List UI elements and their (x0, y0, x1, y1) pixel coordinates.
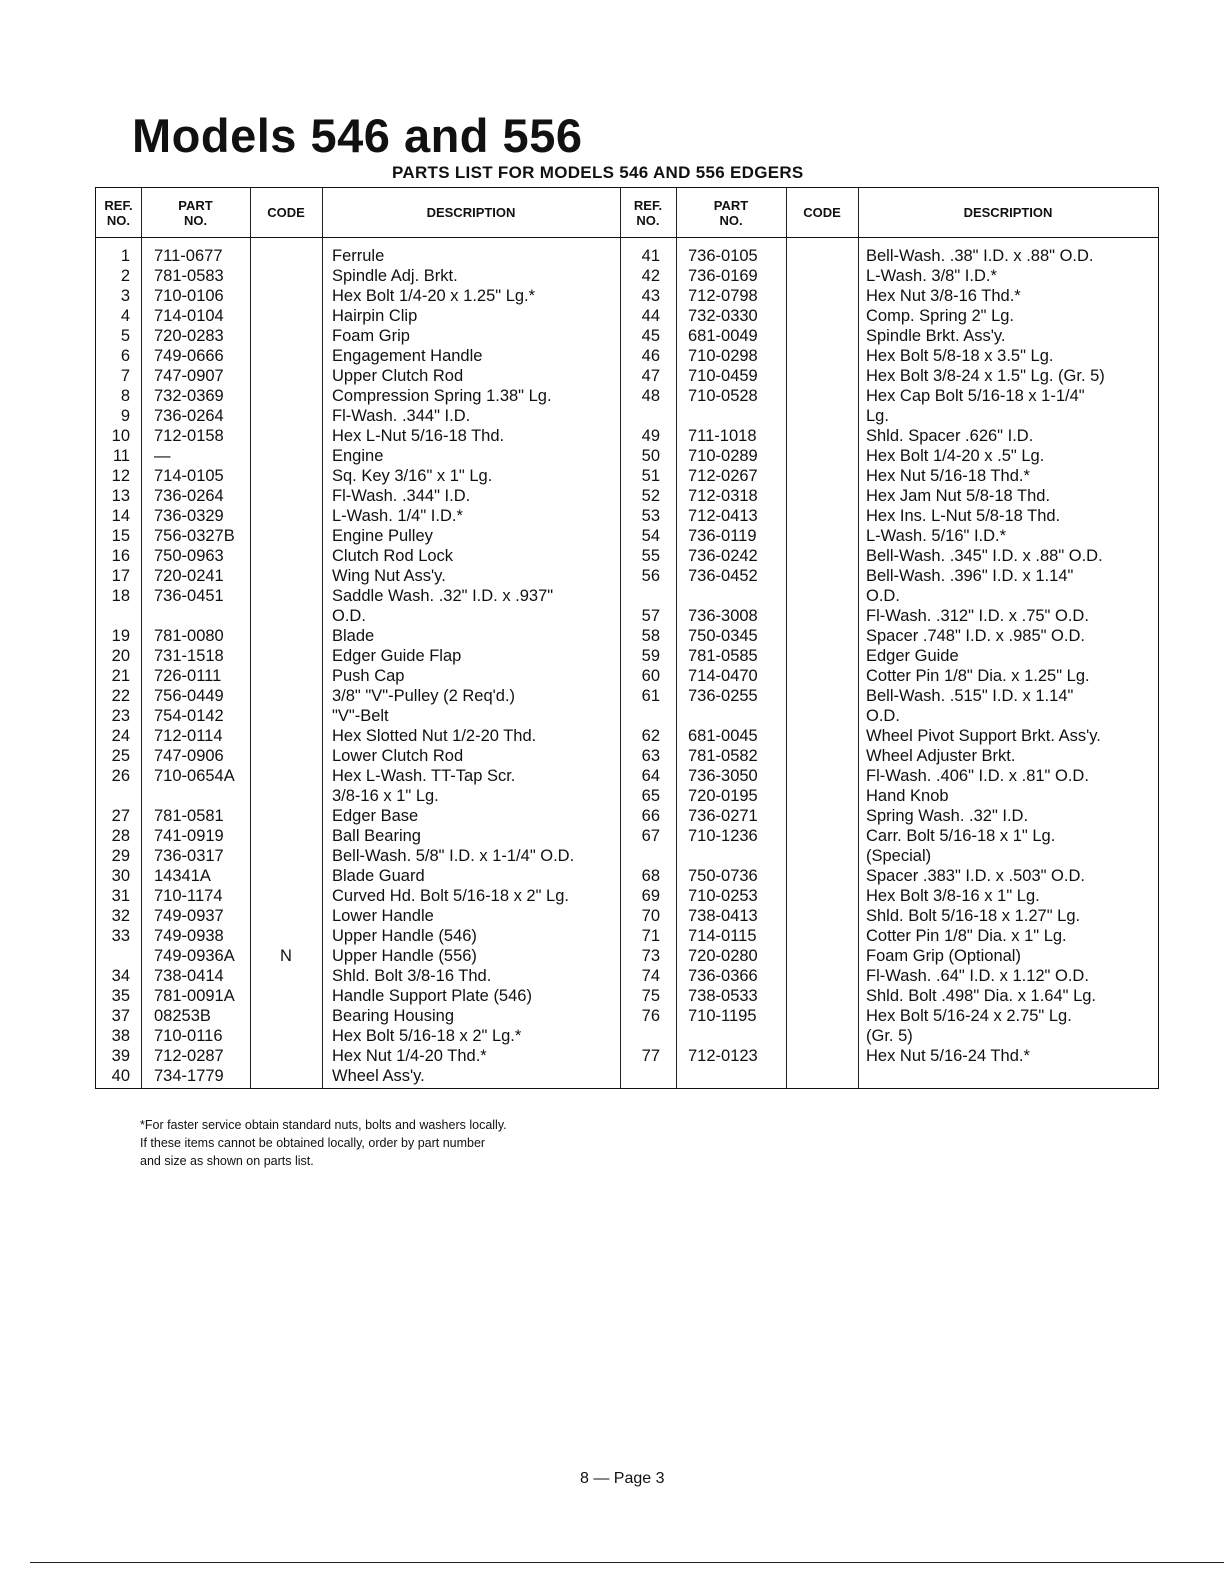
table-row (96, 766, 1158, 786)
cell-part-no: 736-0264 (154, 487, 224, 505)
cell-ref-no: 58 (641, 627, 660, 645)
cell-ref-no: 4 (120, 307, 130, 325)
cell-ref-no: 3 (120, 287, 130, 305)
cell-ref-no: 25 (111, 747, 130, 765)
parts-rows (96, 246, 1158, 1086)
cell-part-no: 736-0317 (154, 847, 224, 865)
cell-part-no: 750-0736 (688, 867, 758, 885)
cell-part-no: 754-0142 (154, 707, 224, 725)
cell-part-no: 736-3050 (688, 767, 758, 785)
cell-description: Fl-Wash. .312" I.D. x .75" O.D. (866, 607, 1089, 625)
header-code-left: CODE (267, 205, 305, 220)
cell-ref-no: 5 (120, 327, 130, 345)
cell-part-no: 720-0195 (688, 787, 758, 805)
cell-ref-no: 35 (111, 987, 130, 1005)
cell-description: O.D. (866, 587, 900, 605)
cell-ref-no: 63 (641, 747, 660, 765)
cell-ref-no: 33 (111, 927, 130, 945)
cell-description: Hex Bolt 1/4-20 x .5" Lg. (866, 447, 1045, 465)
header-description-left: DESCRIPTION (426, 205, 516, 220)
cell-part-no: 781-0080 (154, 627, 224, 645)
cell-description: Cotter Pin 1/8" Dia. x 1" Lg. (866, 927, 1067, 945)
cell-description: Comp. Spring 2" Lg. (866, 307, 1015, 325)
cell-description: Wheel Adjuster Brkt. (866, 747, 1016, 765)
cell-ref-no: 10 (111, 427, 130, 445)
cell-ref-no: 20 (111, 647, 130, 665)
table-row (96, 866, 1158, 886)
table-row (96, 426, 1158, 446)
cell-ref-no: 45 (641, 327, 660, 345)
table-row (96, 406, 1158, 426)
table-row (96, 586, 1158, 606)
table-row (96, 1066, 1158, 1086)
cell-ref-no: 54 (641, 527, 660, 545)
cell-part-no: 710-0528 (688, 387, 758, 405)
cell-part-no: 736-0264 (154, 407, 224, 425)
cell-ref-no: 19 (111, 627, 130, 645)
cell-ref-no: 60 (641, 667, 660, 685)
page-title: Models 546 and 556 (132, 109, 583, 162)
cell-part-no: 712-0287 (154, 1047, 224, 1065)
cell-description: (Gr. 5) (866, 1027, 913, 1045)
cell-ref-no: 71 (641, 927, 660, 945)
cell-description: Engine (332, 447, 384, 465)
cell-description: Blade (332, 627, 375, 645)
cell-part-no: 681-0049 (688, 327, 758, 345)
cell-part-no: 14341A (154, 867, 211, 885)
cell-ref-no: 68 (641, 867, 660, 885)
table-row (96, 486, 1158, 506)
cell-part-no: 749-0938 (154, 927, 224, 945)
cell-part-no: 710-1236 (688, 827, 758, 845)
cell-ref-no: 32 (111, 907, 130, 925)
cell-part-no: 736-0242 (688, 547, 758, 565)
cell-description: Hex Bolt 5/8-18 x 3.5" Lg. (866, 347, 1054, 365)
cell-part-no: 756-0327B (154, 527, 235, 545)
table-row (96, 546, 1158, 566)
cell-ref-no: 22 (111, 687, 130, 705)
cell-part-no: 750-0345 (688, 627, 758, 645)
cell-ref-no: 27 (111, 807, 130, 825)
cell-description: Upper Clutch Rod (332, 367, 464, 385)
cell-description: Bell-Wash. 5/8" I.D. x 1-1/4" O.D. (332, 847, 575, 865)
cell-part-no: 756-0449 (154, 687, 224, 705)
table-row (96, 266, 1158, 286)
cell-part-no: 781-0582 (688, 747, 758, 765)
cell-ref-no: 16 (111, 547, 130, 565)
table-row (96, 806, 1158, 826)
table-row (96, 886, 1158, 906)
cell-ref-no: 6 (120, 347, 130, 365)
cell-description: Spacer .748" I.D. x .985" O.D. (866, 627, 1085, 645)
table-row (96, 246, 1158, 266)
table-row (96, 746, 1158, 766)
cell-part-no: 710-0654A (154, 767, 235, 785)
cell-part-no: 736-0169 (688, 267, 758, 285)
cell-part-no: 712-0267 (688, 467, 758, 485)
cell-ref-no: 43 (641, 287, 660, 305)
cell-description: Spacer .383" I.D. x .503" O.D. (866, 867, 1085, 885)
table-row (96, 906, 1158, 926)
cell-description: 3/8" "V"-Pulley (2 Req'd.) (332, 687, 516, 705)
cell-ref-no: 31 (111, 887, 130, 905)
header-ref-no-left: REF. NO. (104, 197, 133, 228)
cell-description: Curved Hd. Bolt 5/16-18 x 2" Lg. (332, 887, 569, 905)
cell-part-no: 710-0106 (154, 287, 224, 305)
cell-description: Push Cap (332, 667, 405, 685)
cell-part-no: 720-0241 (154, 567, 224, 585)
cell-description: Bearing Housing (332, 1007, 454, 1025)
cell-description: Cotter Pin 1/8" Dia. x 1.25" Lg. (866, 667, 1090, 685)
cell-description: Bell-Wash. .38" I.D. x .88" O.D. (866, 247, 1094, 265)
cell-description: Hex Nut 5/16-18 Thd.* (866, 467, 1030, 485)
cell-description: Compression Spring 1.38" Lg. (332, 387, 552, 405)
cell-part-no: — (154, 447, 171, 465)
table-row (96, 306, 1158, 326)
cell-part-no: 714-0105 (154, 467, 224, 485)
cell-part-no: 736-0271 (688, 807, 758, 825)
cell-ref-no: 13 (111, 487, 130, 505)
cell-description: Spindle Brkt. Ass'y. (866, 327, 1006, 345)
cell-part-no: 710-0253 (688, 887, 758, 905)
cell-ref-no: 51 (641, 467, 660, 485)
cell-description: Edger Base (332, 807, 419, 825)
cell-part-no: 736-0329 (154, 507, 224, 525)
cell-description: Hex L-Nut 5/16-18 Thd. (332, 427, 505, 445)
cell-description: Engagement Handle (332, 347, 483, 365)
cell-ref-no: 18 (111, 587, 130, 605)
cell-ref-no: 64 (641, 767, 660, 785)
cell-ref-no: 24 (111, 727, 130, 745)
cell-ref-no: 53 (641, 507, 660, 525)
header-part-no-right: PART NO. (713, 197, 749, 228)
cell-description: Spring Wash. .32" I.D. (866, 807, 1029, 825)
cell-part-no: 712-0123 (688, 1047, 758, 1065)
cell-part-no: 710-0298 (688, 347, 758, 365)
cell-ref-no: 1 (120, 247, 130, 265)
table-row (96, 826, 1158, 846)
cell-ref-no: 59 (641, 647, 660, 665)
cell-ref-no: 66 (641, 807, 660, 825)
cell-part-no: 781-0583 (154, 267, 224, 285)
cell-ref-no: 55 (641, 547, 660, 565)
cell-description: Hex Bolt 3/8-16 x 1" Lg. (866, 887, 1040, 905)
cell-description: Shld. Spacer .626" I.D. (866, 427, 1034, 445)
cell-description: Hex Bolt 1/4-20 x 1.25" Lg.* (332, 287, 536, 305)
cell-description: Hex Jam Nut 5/8-18 Thd. (866, 487, 1051, 505)
cell-ref-no: 23 (111, 707, 130, 725)
cell-ref-no: 34 (111, 967, 130, 985)
cell-part-no: 711-0677 (154, 247, 223, 265)
cell-ref-no: 8 (120, 387, 130, 405)
table-row (96, 326, 1158, 346)
cell-description: Bell-Wash. .345" I.D. x .88" O.D. (866, 547, 1103, 565)
cell-ref-no: 14 (111, 507, 130, 525)
cell-description: "V"-Belt (332, 707, 389, 725)
cell-code: N (280, 947, 292, 965)
table-row (96, 606, 1158, 626)
cell-description: Hex Nut 5/16-24 Thd.* (866, 1047, 1030, 1065)
cell-ref-no: 76 (641, 1007, 660, 1025)
cell-ref-no: 65 (641, 787, 660, 805)
cell-ref-no: 9 (120, 407, 130, 425)
cell-part-no: 736-0255 (688, 687, 758, 705)
cell-description: Hairpin Clip (332, 307, 418, 325)
cell-ref-no: 46 (641, 347, 660, 365)
cell-part-no: 720-0283 (154, 327, 224, 345)
table-row (96, 1026, 1158, 1046)
cell-description: Lg. (866, 407, 889, 425)
cell-part-no: 712-0114 (154, 727, 223, 745)
cell-description: Hand Knob (866, 787, 949, 805)
cell-description: Shld. Bolt 3/8-16 Thd. (332, 967, 492, 985)
cell-ref-no: 28 (111, 827, 130, 845)
cell-ref-no: 42 (641, 267, 660, 285)
header-code-right: CODE (803, 205, 841, 220)
table-caption: PARTS LIST FOR MODELS 546 AND 556 EDGERS (392, 163, 804, 182)
cell-part-no: 714-0115 (688, 927, 757, 945)
cell-description: Blade Guard (332, 867, 425, 885)
cell-ref-no: 73 (641, 947, 660, 965)
cell-part-no: 726-0111 (154, 667, 222, 685)
cell-ref-no: 48 (641, 387, 660, 405)
header-part-no-left: PART NO. (178, 197, 213, 228)
cell-ref-no: 44 (641, 307, 660, 325)
cell-part-no: 736-0366 (688, 967, 758, 985)
cell-description: Sq. Key 3/16" x 1" Lg. (332, 467, 493, 485)
cell-part-no: 710-1195 (688, 1007, 757, 1025)
cell-part-no: 736-0105 (688, 247, 758, 265)
cell-ref-no: 69 (641, 887, 660, 905)
cell-part-no: 732-0369 (154, 387, 224, 405)
cell-ref-no: 26 (111, 767, 130, 785)
header-ref-no-right: REF. NO. (633, 197, 663, 228)
cell-description: Wheel Ass'y. (332, 1067, 425, 1085)
table-row (96, 946, 1158, 966)
cell-part-no: 08253B (154, 1007, 211, 1025)
cell-description: Shld. Bolt 5/16-18 x 1.27" Lg. (866, 907, 1081, 925)
cell-description: Hex Ins. L-Nut 5/8-18 Thd. (866, 507, 1061, 525)
cell-ref-no: 17 (111, 567, 130, 585)
cell-description: Fl-Wash. .344" I.D. (332, 407, 471, 425)
table-row (96, 386, 1158, 406)
table-row (96, 526, 1158, 546)
table-row (96, 466, 1158, 486)
cell-description: 3/8-16 x 1" Lg. (332, 787, 439, 805)
cell-part-no: 714-0470 (688, 667, 758, 685)
cell-part-no: 710-0459 (688, 367, 758, 385)
cell-ref-no: 12 (111, 467, 130, 485)
cell-ref-no: 15 (111, 527, 130, 545)
cell-part-no: 738-0413 (688, 907, 758, 925)
bottom-rule (30, 1562, 1224, 1563)
cell-description: O.D. (866, 707, 900, 725)
table-row (96, 1046, 1158, 1066)
cell-part-no: 712-0798 (688, 287, 758, 305)
cell-part-no: 712-0318 (688, 487, 758, 505)
cell-part-no: 732-0330 (688, 307, 758, 325)
cell-description: Hex L-Wash. TT-Tap Scr. (332, 767, 516, 785)
cell-ref-no: 38 (111, 1027, 130, 1045)
cell-ref-no: 75 (641, 987, 660, 1005)
table-row (96, 786, 1158, 806)
cell-part-no: 712-0158 (154, 427, 224, 445)
cell-part-no: 747-0907 (154, 367, 224, 385)
cell-part-no: 710-1174 (154, 887, 223, 905)
cell-part-no: 736-0452 (688, 567, 758, 585)
cell-part-no: 731-1518 (154, 647, 224, 665)
cell-description: Fl-Wash. .64" I.D. x 1.12" O.D. (866, 967, 1089, 985)
cell-ref-no: 56 (641, 567, 660, 585)
table-row (96, 986, 1158, 1006)
cell-part-no: 738-0533 (688, 987, 758, 1005)
table-row (96, 506, 1158, 526)
cell-part-no: 710-0289 (688, 447, 758, 465)
cell-description: Hex Bolt 5/16-24 x 2.75" Lg. (866, 1007, 1072, 1025)
cell-part-no: 749-0936A (154, 947, 235, 965)
cell-description: Clutch Rod Lock (332, 547, 454, 565)
cell-ref-no: 7 (120, 367, 130, 385)
cell-ref-no: 62 (641, 727, 660, 745)
cell-description: Hex Nut 3/8-16 Thd.* (866, 287, 1021, 305)
cell-part-no: 720-0280 (688, 947, 758, 965)
cell-description: Shld. Bolt .498" Dia. x 1.64" Lg. (866, 987, 1097, 1005)
cell-description: Lower Handle (332, 907, 434, 925)
table-row (96, 666, 1158, 686)
cell-description: Wing Nut Ass'y. (332, 567, 446, 585)
cell-ref-no: 70 (641, 907, 660, 925)
table-row (96, 566, 1158, 586)
cell-description: Saddle Wash. .32" I.D. x .937" (332, 587, 554, 605)
cell-description: Bell-Wash. .515" I.D. x 1.14" (866, 687, 1074, 705)
table-row (96, 926, 1158, 946)
cell-description: Engine Pulley (332, 527, 433, 545)
cell-ref-no: 39 (111, 1047, 130, 1065)
page-number: 8 — Page 3 (580, 1470, 665, 1487)
cell-ref-no: 77 (641, 1047, 660, 1065)
cell-ref-no: 21 (111, 667, 130, 685)
cell-part-no: 712-0413 (688, 507, 758, 525)
cell-part-no: 749-0937 (154, 907, 224, 925)
table-row (96, 446, 1158, 466)
table-row (96, 646, 1158, 666)
parts-table (95, 187, 1159, 1089)
table-row (96, 346, 1158, 366)
table-row (96, 626, 1158, 646)
cell-part-no: 781-0581 (154, 807, 224, 825)
cell-description: (Special) (866, 847, 932, 865)
cell-ref-no: 61 (641, 687, 660, 705)
cell-description: Foam Grip (332, 327, 410, 345)
cell-description: Hex Bolt 3/8-24 x 1.5" Lg. (Gr. 5) (866, 367, 1105, 385)
table-row (96, 686, 1158, 706)
cell-description: Bell-Wash. .396" I.D. x 1.14" (866, 567, 1074, 585)
cell-description: Spindle Adj. Brkt. (332, 267, 458, 285)
table-row (96, 366, 1158, 386)
cell-part-no: 711-1018 (688, 427, 757, 445)
cell-description: Fl-Wash. .344" I.D. (332, 487, 471, 505)
cell-description: Ferrule (332, 247, 385, 265)
cell-ref-no: 52 (641, 487, 660, 505)
table-row (96, 706, 1158, 726)
table-row (96, 966, 1158, 986)
cell-part-no: 714-0104 (154, 307, 224, 325)
cell-part-no: 710-0116 (154, 1027, 223, 1045)
cell-description: Hex Cap Bolt 5/16-18 x 1-1/4" (866, 387, 1085, 405)
cell-ref-no: 50 (641, 447, 660, 465)
cell-part-no: 681-0045 (688, 727, 758, 745)
cell-ref-no: 74 (641, 967, 660, 985)
cell-ref-no: 37 (111, 1007, 130, 1025)
cell-description: Ball Bearing (332, 827, 421, 845)
cell-ref-no: 49 (641, 427, 660, 445)
cell-ref-no: 67 (641, 827, 660, 845)
cell-description: O.D. (332, 607, 366, 625)
cell-description: L-Wash. 1/4" I.D.* (332, 507, 463, 525)
cell-ref-no: 47 (641, 367, 660, 385)
header-divider (96, 237, 1158, 238)
cell-ref-no: 30 (111, 867, 130, 885)
cell-description: Hex Slotted Nut 1/2-20 Thd. (332, 727, 537, 745)
cell-part-no: 736-0451 (154, 587, 224, 605)
cell-description: Handle Support Plate (546) (332, 987, 532, 1005)
table-row (96, 286, 1158, 306)
cell-part-no: 736-0119 (688, 527, 757, 545)
cell-part-no: 736-3008 (688, 607, 758, 625)
cell-description: Carr. Bolt 5/16-18 x 1" Lg. (866, 827, 1056, 845)
cell-ref-no: 41 (641, 247, 660, 265)
cell-description: Lower Clutch Rod (332, 747, 464, 765)
cell-part-no: 749-0666 (154, 347, 224, 365)
cell-description: Wheel Pivot Support Brkt. Ass'y. (866, 727, 1101, 745)
cell-ref-no: 57 (641, 607, 660, 625)
cell-part-no: 734-1779 (154, 1067, 224, 1085)
cell-ref-no: 2 (120, 267, 130, 285)
cell-ref-no: 40 (111, 1067, 130, 1085)
cell-part-no: 781-0585 (688, 647, 758, 665)
cell-description: L-Wash. 5/16" I.D.* (866, 527, 1007, 545)
cell-description: Foam Grip (Optional) (866, 947, 1021, 965)
footnote: *For faster service obtain standard nuts, bolts and washers locally. If these items cannot be obtained locally, order by part number and size as shown on parts list. (140, 1118, 507, 1168)
header-description-right: DESCRIPTION (963, 205, 1053, 220)
cell-part-no: 747-0906 (154, 747, 224, 765)
cell-description: Upper Handle (556) (332, 947, 477, 965)
cell-part-no: 738-0414 (154, 967, 224, 985)
table-row (96, 846, 1158, 866)
cell-description: Edger Guide Flap (332, 647, 462, 665)
cell-description: Hex Bolt 5/16-18 x 2" Lg.* (332, 1027, 522, 1045)
table-row (96, 726, 1158, 746)
cell-description: Upper Handle (546) (332, 927, 477, 945)
cell-ref-no: 29 (111, 847, 130, 865)
cell-description: Fl-Wash. .406" I.D. x .81" O.D. (866, 767, 1089, 785)
cell-part-no: 741-0919 (154, 827, 224, 845)
cell-description: Edger Guide (866, 647, 959, 665)
cell-description: L-Wash. 3/8" I.D.* (866, 267, 997, 285)
cell-description: Hex Nut 1/4-20 Thd.* (332, 1047, 487, 1065)
cell-part-no: 781-0091A (154, 987, 235, 1005)
cell-part-no: 750-0963 (154, 547, 224, 565)
table-row (96, 1006, 1158, 1026)
cell-ref-no: 11 (112, 447, 130, 465)
